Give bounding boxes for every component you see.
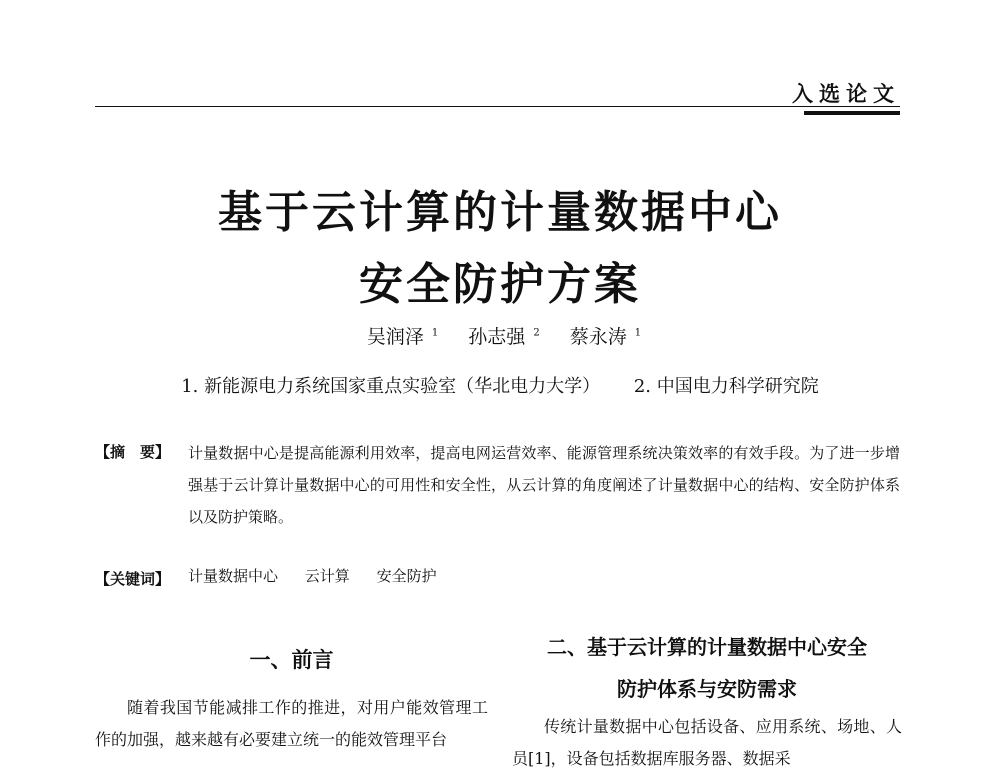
affiliation-list [0,372,1000,398]
section-label: 入选论文 [792,82,900,106]
section-body-intro: 随着我国节能减排工作的推进，对用户能效管理工作的加强，越来越有必要建立统一的能效管理平台 [95,698,488,749]
author-list [0,322,1000,349]
keywords-list [188,565,459,586]
section-heading-line: 防护体系与安防需求 [617,677,797,701]
keyword: 云计算 [304,567,350,585]
author [460,326,539,348]
section-heading-intro: 一、前言 [249,648,334,672]
affiliation: 1. 新能源电力系统国家重点实验室（华北电力大学） [181,376,601,397]
header-rule-accent [804,111,900,115]
section-body-security: 传统计量数据中心包括设备、应用系统、场地、人员[1]，设备包括数据库服务器、数据采 [512,717,902,768]
affiliation: 2. 中国电力科学研究院 [633,376,819,397]
author-name: 吴润泽 [366,326,424,348]
keyword: 安全防护 [376,567,437,585]
paper-title-line-1: 基于云计算的计量数据中心 [218,187,782,238]
author-name: 蔡永涛 [569,326,627,348]
keyword: 计量数据中心 [188,567,279,585]
section-heading-line: 二、基于云计算的计量数据中心安全 [547,635,867,659]
abstract-text: 计量数据中心是提高能源利用效率，提高电网运营效率、能源管理系统决策效率的有效手段。为了进一步增强基于云计算计量数据中心的可用性和安全性，从云计算的角度阐述了计量数据中心的结构、安全防护体系以及防护策略。 [188,444,900,526]
header-rule [95,106,900,107]
section-heading-security [512,626,902,710]
author-affiliation-mark: 2 [533,327,540,339]
author [562,326,641,348]
keywords-label: 【关键词】 [95,570,171,588]
author-affiliation-mark: 1 [431,327,439,339]
paper-title-line-2: 安全防护方案 [359,259,641,310]
author-affiliation-mark: 1 [634,327,642,339]
abstract-label: 【摘 要】 [95,443,171,461]
author-name: 孙志强 [468,326,526,348]
author [359,326,438,348]
